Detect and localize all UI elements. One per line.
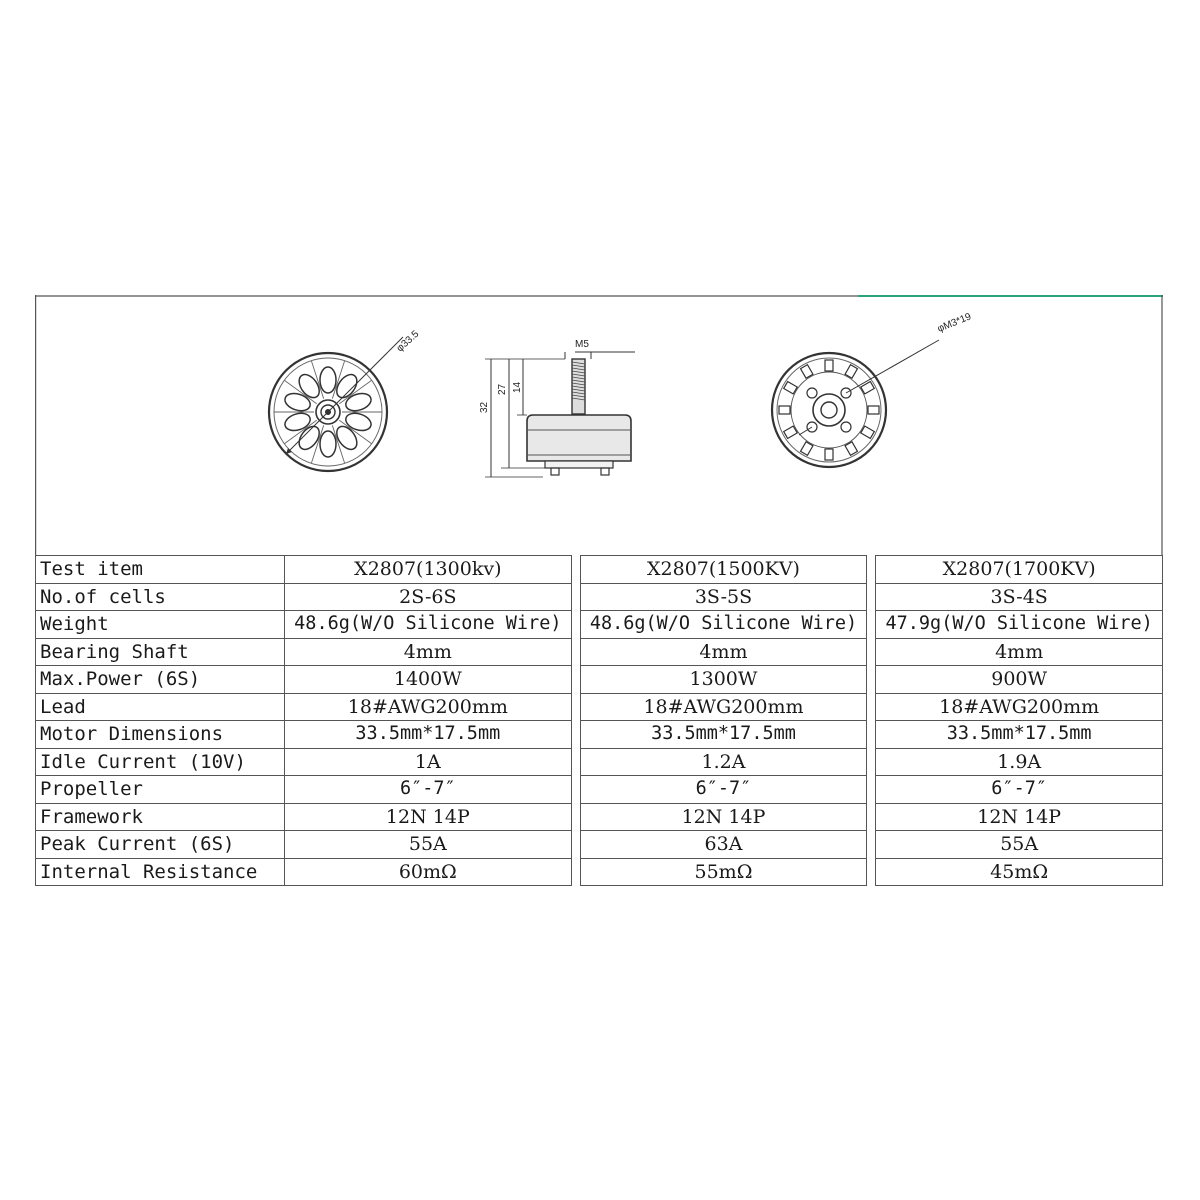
row-value: 45mΩ bbox=[876, 858, 1163, 886]
row-value: 63A bbox=[580, 831, 867, 859]
row-value: 18#AWG200mm bbox=[876, 693, 1163, 721]
row-value: 4mm bbox=[285, 638, 572, 666]
table-row bbox=[36, 776, 1163, 804]
row-value: 1400W bbox=[285, 666, 572, 694]
row-value: 6″-7″ bbox=[876, 776, 1163, 804]
header-label: Test item bbox=[36, 556, 285, 584]
row-label: Bearing Shaft bbox=[36, 638, 285, 666]
row-value: 33.5mm*17.5mm bbox=[285, 721, 572, 749]
bottom-hole-label: φM3*19 bbox=[936, 311, 973, 335]
motor-technical-drawing bbox=[35, 295, 1163, 555]
row-value: 3S-4S bbox=[876, 583, 1163, 611]
spec-sheet bbox=[35, 295, 1163, 895]
row-value: 6″-7″ bbox=[580, 776, 867, 804]
row-value: 4mm bbox=[580, 638, 867, 666]
table-row bbox=[36, 611, 1163, 639]
front-view bbox=[269, 328, 422, 471]
row-value: 48.6g(W/O Silicone Wire) bbox=[285, 611, 572, 639]
row-value: 1.9A bbox=[876, 748, 1163, 776]
row-value: 2S-6S bbox=[285, 583, 572, 611]
height-shaft-label: 14 bbox=[512, 381, 523, 393]
spec-table bbox=[35, 555, 1163, 886]
row-value: 18#AWG200mm bbox=[285, 693, 572, 721]
table-row bbox=[36, 803, 1163, 831]
header-col-1500kv: X2807(1500KV) bbox=[580, 556, 867, 584]
table-row bbox=[36, 638, 1163, 666]
row-value: 48.6g(W/O Silicone Wire) bbox=[580, 611, 867, 639]
row-value: 47.9g(W/O Silicone Wire) bbox=[876, 611, 1163, 639]
row-label: Lead bbox=[36, 693, 285, 721]
row-value: 12N 14P bbox=[285, 803, 572, 831]
row-label: Framework bbox=[36, 803, 285, 831]
row-value: 4mm bbox=[876, 638, 1163, 666]
table-row bbox=[36, 666, 1163, 694]
row-value: 1300W bbox=[580, 666, 867, 694]
table-row bbox=[36, 831, 1163, 859]
table-row bbox=[36, 858, 1163, 886]
table-header-row bbox=[36, 556, 1163, 584]
bottom-view bbox=[772, 311, 973, 467]
row-value: 55A bbox=[876, 831, 1163, 859]
table-row bbox=[36, 721, 1163, 749]
row-label: Propeller bbox=[36, 776, 285, 804]
height-total-label: 32 bbox=[479, 401, 490, 413]
row-label: Peak Current (6S) bbox=[36, 831, 285, 859]
height-body-label: 27 bbox=[497, 383, 508, 395]
row-value: 55mΩ bbox=[580, 858, 867, 886]
row-value: 18#AWG200mm bbox=[580, 693, 867, 721]
row-value: 1A bbox=[285, 748, 572, 776]
row-value: 55A bbox=[285, 831, 572, 859]
row-value: 900W bbox=[876, 666, 1163, 694]
table-row bbox=[36, 693, 1163, 721]
header-col-1700kv: X2807(1700KV) bbox=[876, 556, 1163, 584]
row-label: Idle Current (10V) bbox=[36, 748, 285, 776]
table-row bbox=[36, 583, 1163, 611]
header-col-1300kv: X2807(1300kv) bbox=[285, 556, 572, 584]
row-value: 33.5mm*17.5mm bbox=[580, 721, 867, 749]
row-value: 33.5mm*17.5mm bbox=[876, 721, 1163, 749]
row-value: 12N 14P bbox=[876, 803, 1163, 831]
row-label: No.of cells bbox=[36, 583, 285, 611]
table-row bbox=[36, 748, 1163, 776]
row-value: 1.2A bbox=[580, 748, 867, 776]
side-view bbox=[479, 339, 635, 477]
row-label: Internal Resistance bbox=[36, 858, 285, 886]
front-diameter-label: φ33.5 bbox=[394, 328, 422, 355]
row-label: Motor Dimensions bbox=[36, 721, 285, 749]
row-label: Weight bbox=[36, 611, 285, 639]
row-label: Max.Power (6S) bbox=[36, 666, 285, 694]
row-value: 60mΩ bbox=[285, 858, 572, 886]
row-value: 12N 14P bbox=[580, 803, 867, 831]
row-value: 3S-5S bbox=[580, 583, 867, 611]
row-value: 6″-7″ bbox=[285, 776, 572, 804]
shaft-label: M5 bbox=[575, 339, 589, 350]
